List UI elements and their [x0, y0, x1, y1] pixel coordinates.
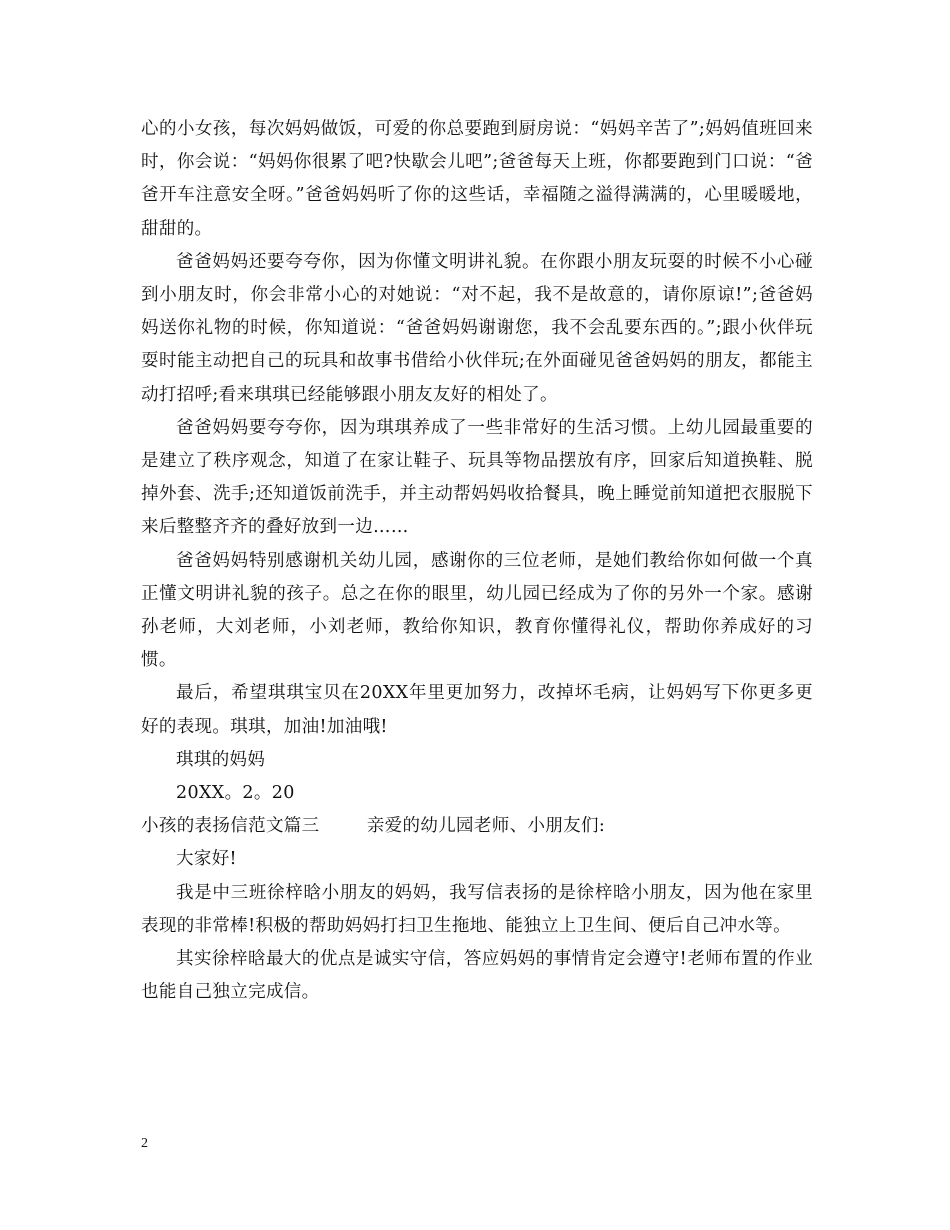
signature: 琪琪的妈妈 [176, 749, 266, 770]
section-heading [141, 810, 813, 843]
paragraph-habits: 爸爸妈妈要夸夸你，因为琪琪养成了一些非常好的生活习惯。上幼儿园最重要的是建立了秩序观念，知道了在家让鞋子、玩具等物品摆放有序，回家后知道换鞋、脱掉外套、洗手;还知道饭前洗手，并主动帮妈妈收拾餐具，晚上睡觉前知道把衣服脱下来后整整齐齐的叠好放到一边…… [141, 417, 813, 538]
section-salutation: 亲爱的幼儿园老师、小朋友们: [366, 816, 606, 837]
greeting: 大家好! [176, 849, 237, 870]
paragraph-praise: 我是中三班徐梓晗小朋友的妈妈，我写信表扬的是徐梓晗小朋友，因为他在家里表现的非常棒!积极的帮助妈妈打扫卫生拖地、能独立上卫生间、便后自己冲水等。 [141, 882, 813, 936]
letter-date: 20XX。2。20 [176, 783, 295, 804]
paragraph-honesty: 其实徐梓晗最大的优点是诚实守信，答应妈妈的事情肯定会遵守!老师布置的作业也能自己独立完成信。 [141, 949, 813, 1003]
paragraph-closing-wish: 最后，希望琪琪宝贝在20XX年里更加努力，改掉坏毛病，让妈妈写下你更多更好的表现。琪琪，加油!加油哦! [141, 683, 813, 737]
document-body [141, 113, 813, 1009]
section-title: 小孩的表扬信范文篇三 [141, 816, 320, 837]
paragraph-manners: 爸爸妈妈还要夸夸你，因为你懂文明讲礼貌。在你跟小朋友玩耍的时候不小心碰到小朋友时，你会非常小心的对她说：“对不起，我不是故意的，请你原谅!”;爸爸妈妈送你礼物的时候，你知道说：“爸爸妈妈谢谢您，我不会乱要东西的。”;跟小伙伴玩耍时能主动把自己的玩具和故事书借给小伙伴玩;在外面碰见爸爸妈妈的朋友，都能主动打招呼;看来琪琪已经能够跟小朋友友好的相处了。 [141, 251, 813, 405]
paragraph-thanks-kindergarten: 爸爸妈妈特别感谢机关幼儿园，感谢你的三位老师，是她们教给你如何做一个真正懂文明讲礼貌的孩子。总之在你的眼里，幼儿园已经成为了你的另外一个家。感谢孙老师，大刘老师，小刘老师，教给你知识，教育你懂得礼仪，帮助你养成好的习惯。 [141, 550, 813, 671]
page-number: 2 [141, 1136, 148, 1151]
paragraph-continued: 心的小女孩，每次妈妈做饭，可爱的你总要跑到厨房说：“妈妈辛苦了”;妈妈值班回来时，你会说：“妈妈你很累了吧?快歇会儿吧”;爸爸每天上班，你都要跑到门口说：“爸爸开车注意安全呀。”爸爸妈妈听了你的这些话，幸福随之溢得满满的，心里暖暖地，甜甜的。 [141, 119, 813, 239]
